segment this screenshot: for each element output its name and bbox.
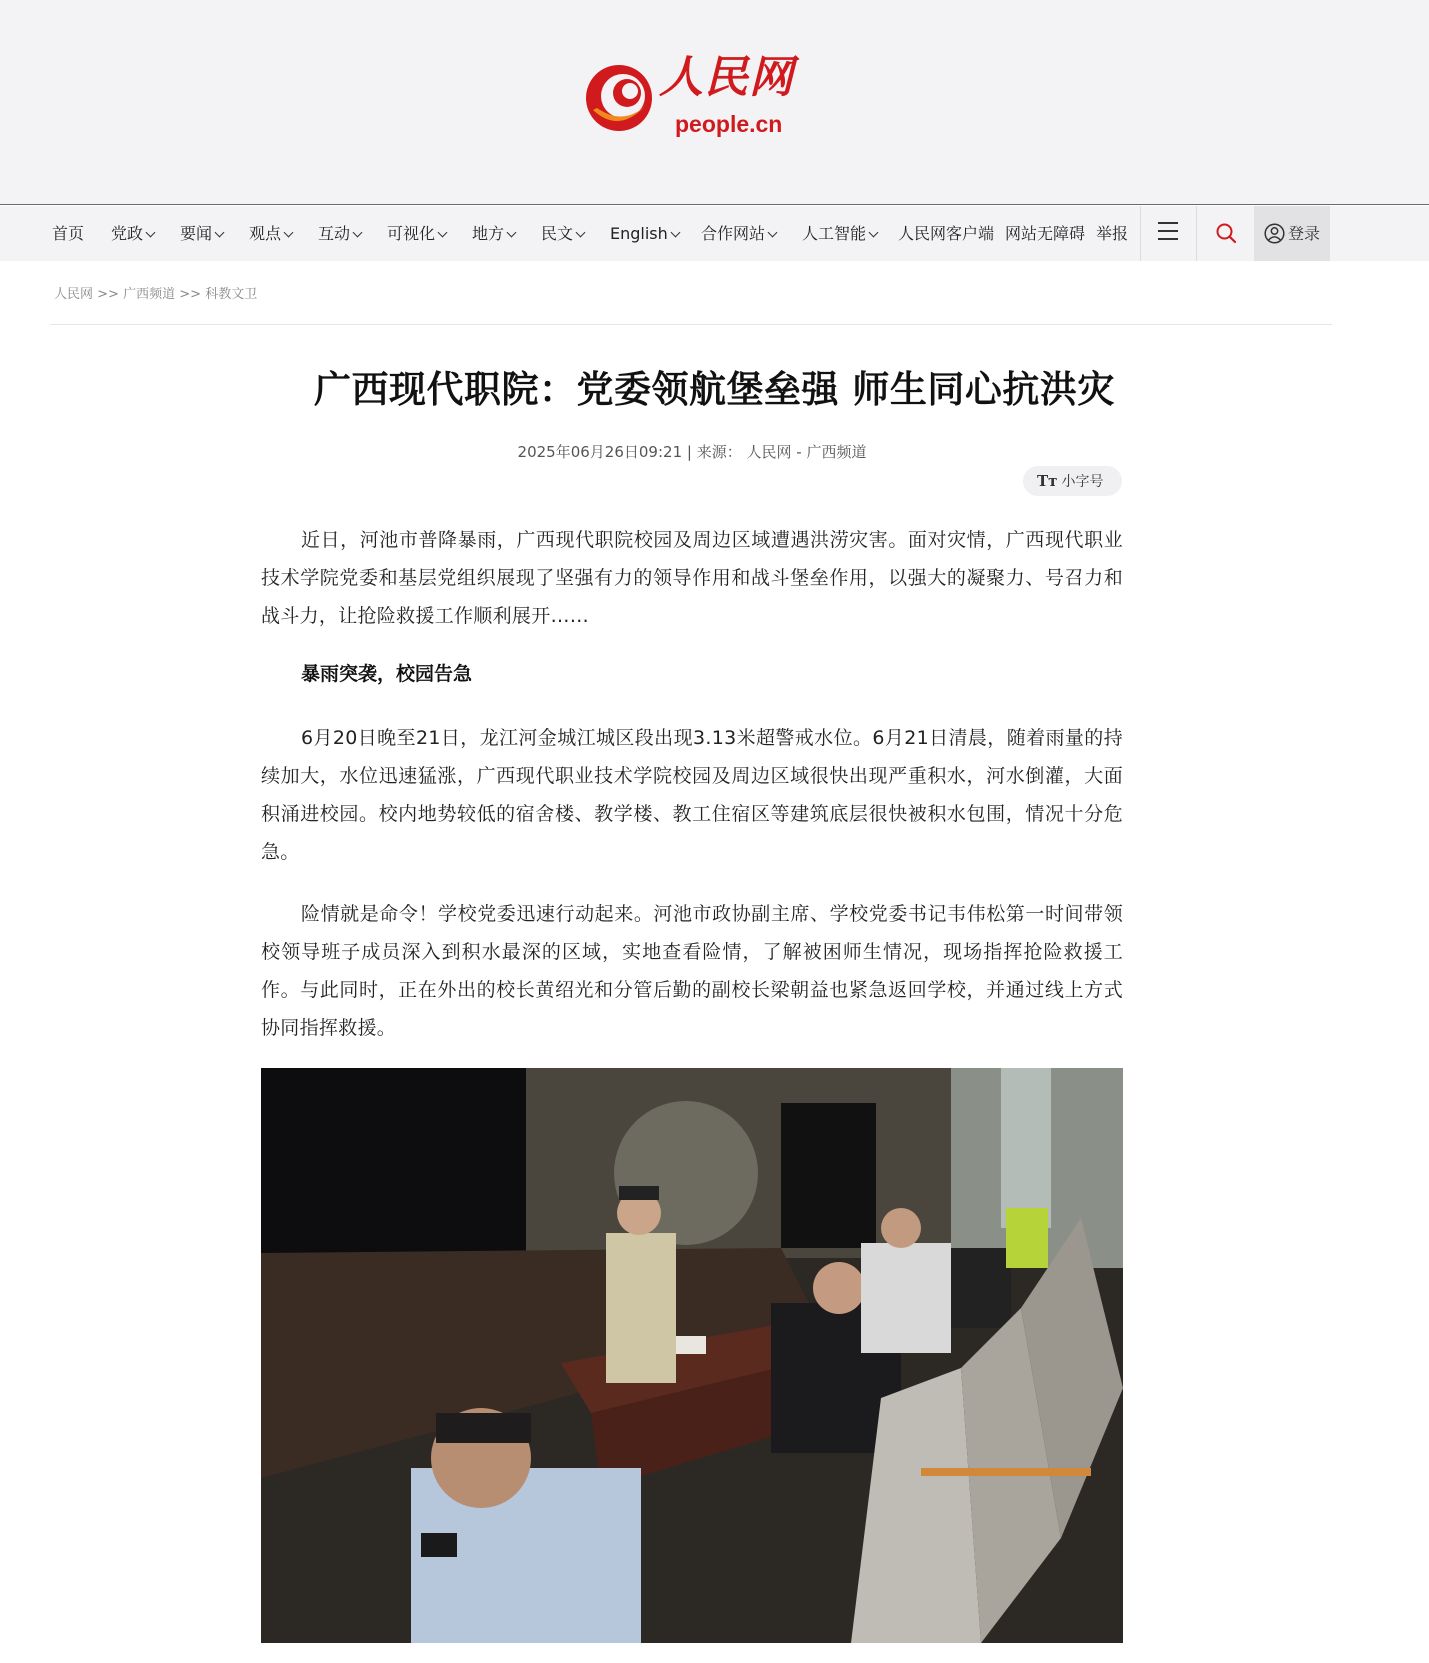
chevron-down-icon: [507, 228, 517, 238]
nav-divider: [1140, 206, 1141, 261]
site-banner: [0, 0, 1429, 205]
site-logo[interactable]: [583, 52, 798, 146]
chevron-down-icon: [670, 228, 680, 238]
article-title: 广西现代职院：党委领航堡垒强 师生同心抗洪灾: [314, 368, 1115, 411]
article-subheading: 暴雨突袭，校园告急: [301, 663, 473, 685]
breadcrumb-divider: [50, 324, 1332, 325]
article-photo-image: [261, 1068, 1123, 1643]
logo-wordmark: 人民网: [659, 52, 794, 103]
font-size-icon: Tт: [1037, 472, 1058, 490]
chevron-down-icon: [284, 228, 294, 238]
nav-item-news[interactable]: 要闻: [180, 206, 223, 261]
login-button[interactable]: [1254, 206, 1330, 261]
font-size-label: 小字号: [1061, 474, 1104, 490]
hamburger-icon[interactable]: [1158, 222, 1178, 242]
breadcrumb-item-home[interactable]: 人民网: [54, 287, 94, 302]
article-photo: [261, 1068, 1123, 1643]
search-icon[interactable]: [1215, 222, 1237, 244]
chevron-down-icon: [438, 228, 448, 238]
nav-item-visual[interactable]: 可视化: [387, 206, 446, 261]
login-label: 登录: [1288, 224, 1321, 243]
meta-divider: |: [686, 443, 697, 461]
nav-divider: [1196, 206, 1197, 261]
logo-domain: people.cn: [675, 111, 783, 137]
chevron-down-icon: [353, 228, 363, 238]
breadcrumb-item-guangxi[interactable]: 广西频道: [123, 287, 176, 302]
chevron-down-icon: [215, 228, 225, 238]
breadcrumb-item-section[interactable]: 科教文卫: [205, 287, 258, 302]
nav-item-partners[interactable]: 合作网站: [701, 206, 776, 261]
font-size-toggle[interactable]: [1023, 466, 1122, 496]
breadcrumb-separator: >>: [179, 287, 202, 302]
chevron-down-icon: [869, 228, 879, 238]
nav-item-ethnic[interactable]: 民文: [541, 206, 584, 261]
nav-item-client[interactable]: 人民网客户端: [898, 224, 995, 243]
logo-mark-icon: [583, 62, 655, 134]
nav-item-home[interactable]: 首页: [52, 224, 85, 243]
article-paragraph: 近日，河池市普降暴雨，广西现代职院校园及周边区域遭遇洪涝灾害。面对灾情，广西现代职业技术学院党委和基层党组织展现了坚强有力的领导作用和战斗堡垒作用，以强大的凝聚力、号召力和战斗力，让抢险救援工作顺利展开……: [261, 529, 1123, 627]
chevron-down-icon: [768, 228, 778, 238]
article-datetime: 2025年06月26日09:21: [517, 443, 683, 461]
nav-item-english[interactable]: English: [610, 206, 679, 261]
article-paragraph: 6月20日晚至21日，龙江河金城江城区段出现3.13米超警戒水位。6月21日清晨，随着雨量的持续加大，水位迅速猛涨，广西现代职业技术学院校园及周边区域很快出现严重积水，河水倒灌，大面积涌进校园。校内地势较低的宿舍楼、教学楼、教工住宿区等建筑底层很快被积水包围，情况十分危急。: [261, 727, 1123, 863]
chevron-down-icon: [576, 228, 586, 238]
nav-item-interaction[interactable]: 互动: [318, 206, 361, 261]
chevron-down-icon: [146, 228, 156, 238]
nav-item-local[interactable]: 地方: [472, 206, 515, 261]
article-meta: [0, 441, 1384, 462]
nav-item-politics[interactable]: 党政: [111, 206, 154, 261]
article-paragraph: 险情就是命令！学校党委迅速行动起来。河池市政协副主席、学校党委书记韦伟松第一时间带领校领导班子成员深入到积水最深的区域，实地查看险情，了解被困师生情况，现场指挥抢险救援工作。与此同时，正在外出的校长黄绍光和分管后勤的副校长梁朝益也紧急返回学校，并通过线上方式协同指挥救援。: [261, 903, 1123, 1039]
article-source[interactable]: 人民网 - 广西频道: [746, 443, 867, 461]
nav-item-report[interactable]: 举报: [1096, 224, 1129, 243]
breadcrumb-separator: >>: [97, 287, 119, 302]
nav-item-ai[interactable]: 人工智能: [802, 206, 877, 261]
breadcrumb: [54, 283, 257, 302]
user-circle-icon: [1264, 223, 1285, 244]
source-label: 来源：: [696, 443, 742, 461]
main-nav: [0, 206, 1429, 261]
nav-item-accessibility[interactable]: 网站无障碍: [1005, 224, 1086, 243]
nav-item-opinion[interactable]: 观点: [249, 206, 292, 261]
